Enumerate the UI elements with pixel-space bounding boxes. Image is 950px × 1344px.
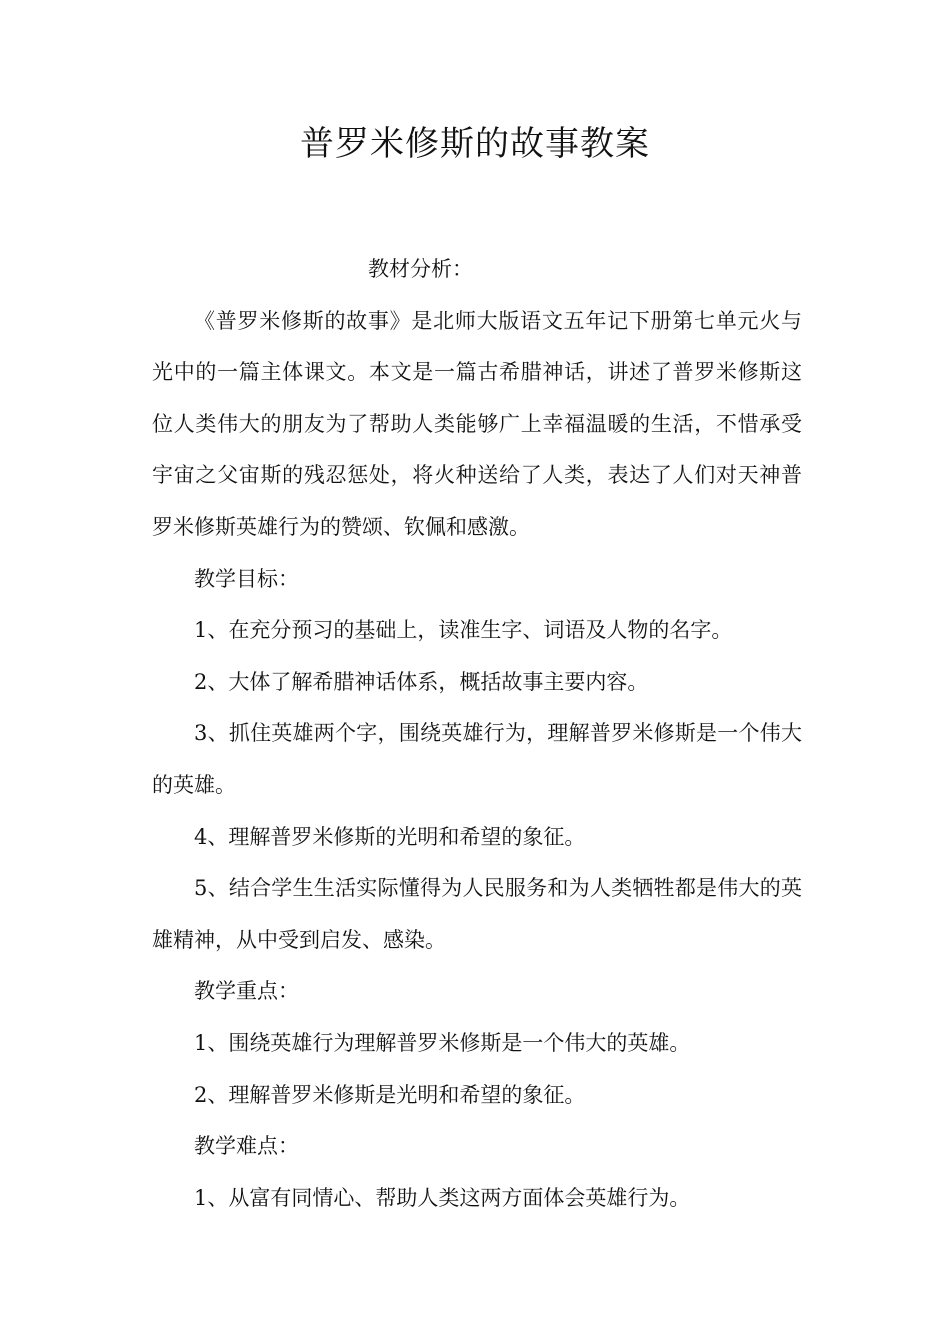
goal-item-1: 1、在充分预习的基础上，读准生字、词语及人物的名字。 <box>194 618 733 643</box>
goals-heading: 教学目标： <box>194 566 299 591</box>
difficulty-item-1: 1、从富有同情心、帮助人类这两方面体会英雄行为。 <box>194 1185 691 1210</box>
analysis-heading: 教材分析： <box>368 257 473 281</box>
difficulties-heading: 教学难点： <box>194 1134 299 1159</box>
goal-item-5: 5、结合学生生活实际懂得为人民服务和为人类牺牲都是伟大的英雄精神，从中受到启发、感染。 <box>152 876 802 952</box>
page-title: 普罗米修斯的故事教案 <box>300 124 650 164</box>
goal-item-3: 3、抓住英雄两个字，围绕英雄行为，理解普罗米修斯是一个伟大的英雄。 <box>152 721 802 797</box>
key-points-heading: 教学重点： <box>194 979 299 1004</box>
document-body <box>152 244 802 1224</box>
analysis-paragraph: 《普罗米修斯的故事》是北师大版语文五年记下册第七单元火与光中的一篇主体课文。本文是一篇古希腊神话，讲述了普罗米修斯这位人类伟大的朋友为了帮助人类能够广上幸福温暖的生活，不惜承受宇宙之父宙斯的残忍惩处，将火种送给了人类，表达了人们对天神普罗米修斯英雄行为的赞颂、钦佩和感激。 <box>152 308 802 539</box>
key-point-item-1: 1、围绕英雄行为理解普罗米修斯是一个伟大的英雄。 <box>194 1030 691 1055</box>
key-point-item-2: 2、理解普罗米修斯是光明和希望的象征。 <box>194 1082 586 1107</box>
goal-item-2: 2、大体了解希腊神话体系，概括故事主要内容。 <box>194 669 649 694</box>
goal-item-4: 4、理解普罗米修斯的光明和希望的象征。 <box>194 824 586 849</box>
